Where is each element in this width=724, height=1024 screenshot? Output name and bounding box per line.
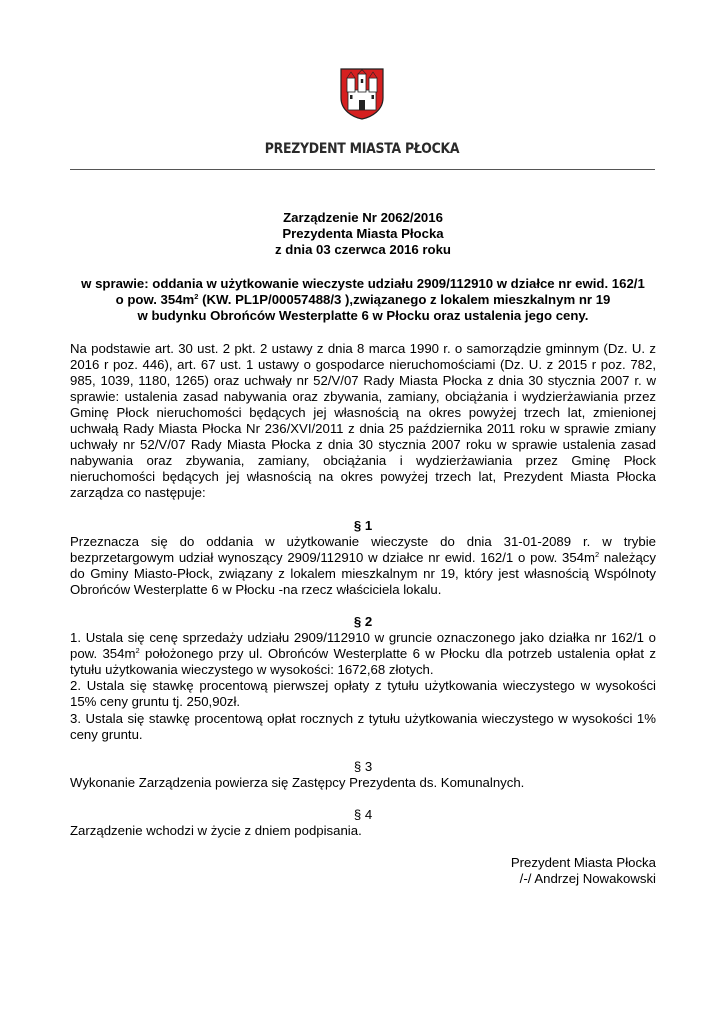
preamble-paragraph: Na podstawie art. 30 ust. 2 pkt. 2 ustawy z dnia 8 marca 1990 r. o samorządzie gminnym (Dz. U. z 2016 r poz. 446), art. 67 ust. 1 ustawy o gospodarce nieruchomościami (Dz. U. z 2015 r poz. 782, 985, 1039, 1180, 1265) oraz uchwały nr 52/V/07 Rady Miasta Płocka z dnia 30 stycznia 2007 r. w sprawie: ustalenia zasad nabywania oraz zbywania, zamiany, obciążania i wydzierżawiania przez Gminę Płock nieruchomości będących jej własnością na okres powyżej trzech lat, zmienionej uchwałą Rady Miasta Płocka Nr 236/XVI/2011 z dnia 25 października 2011 roku w sprawie zmiany uchwały nr 52/V/07 Rady Miasta Płocka z dnia 30 stycznia 2007 roku w sprawie ustalenia zasad nabywania oraz zbywania, zamiany, obciążania i wydzierżawiania przez Gminę Płock nieruchomości będących jej własnością na okres powyżej trzech lat, Prezydent Miasta Płocka zarządza co następuje:: [70, 340, 656, 501]
subject-line-2-part-b: (KW. PL1P/00057488/3 ),związanego z lokalem mieszkalnym nr 19: [198, 292, 611, 308]
section-2-heading: § 2: [353, 613, 373, 629]
header-divider: [70, 169, 655, 170]
section-1-heading: § 1: [353, 517, 373, 533]
city-crest-logo: [340, 68, 384, 120]
document-body: [70, 210, 656, 887]
title-line-3: z dnia 03 czerwca 2016 roku: [275, 242, 451, 258]
organization-name: PREZYDENT MIASTA PŁOCKA: [264, 141, 460, 157]
section-2-point-1-b: położonego przy ul. Obrońców Westerplatte 6 w Płocku dla potrzeb ustalenia opłat z tytułu użytkowania wieczystego w wysokości: 1672,68 złotych.: [70, 646, 656, 678]
document-title: [70, 210, 656, 258]
section-2-superscript: 2: [135, 646, 140, 656]
signature-block: [70, 855, 656, 887]
section-1-superscript: 2: [595, 549, 600, 559]
subject-line-2: [70, 292, 656, 308]
section-2-point-2: 2. Ustala się stawkę procentową pierwszej opłaty z tytułu użytkowania wieczystego w wysokości 15% ceny gruntu tj. 250,90zł.: [70, 678, 656, 710]
document-subject: [70, 276, 656, 324]
title-line-1: Zarządzenie Nr 2062/2016: [283, 210, 443, 225]
section-1-text-b: należący do Gminy Miasto-Płock, związany z lokalem mieszkalnym nr 19, który jest własnością Wspólnoty Obrońców Westerplatte 6 w Płocku -na rzecz właściciela lokalu.: [70, 549, 656, 597]
subject-line-2-part-a: o pow. 354m: [115, 292, 195, 308]
section-2-point-3: 3. Ustala się stawkę procentową opłat rocznych z tytułu użytkowania wieczystego w wysokości 1% ceny gruntu.: [70, 710, 656, 742]
title-line-2: Prezydenta Miasta Płocka: [282, 226, 444, 242]
section-4-heading: § 4: [353, 806, 373, 822]
subject-line-1: w sprawie: oddania w użytkowanie wieczyste udziału 2909/112910 w działce nr ewid. 162/1: [81, 276, 645, 292]
section-4-text: Zarządzenie wchodzi w życie z dniem podpisania.: [70, 823, 362, 838]
section-2-point-1: [70, 630, 656, 678]
subject-line-3: w budynku Obrońców Westerplatte 6 w Płocku oraz ustalenia jego ceny.: [137, 308, 589, 324]
signature-name: /-/ Andrzej Nowakowski: [519, 871, 656, 887]
section-1-text: [70, 534, 656, 598]
signature-title: Prezydent Miasta Płocka: [510, 855, 656, 871]
subject-superscript: 2: [194, 292, 199, 302]
section-1-text-a: Przeznacza się do oddania w użytkowanie wieczyste do dnia 31-01-2089 r. w trybie bezprzetargowym udział wynoszący 2909/112910 w działce nr ewid. 162/1 o pow. 354m: [70, 533, 656, 565]
section-3-heading: § 3: [353, 758, 373, 774]
section-2-point-1-a: 1. Ustala się cenę sprzedaży udziału 2909/112910 w gruncie oznaczonego jako działka nr 162/1 o pow. 354m: [70, 630, 656, 662]
section-3-text: Wykonanie Zarządzenia powierza się Zastępcy Prezydenta ds. Komunalnych.: [70, 774, 525, 790]
